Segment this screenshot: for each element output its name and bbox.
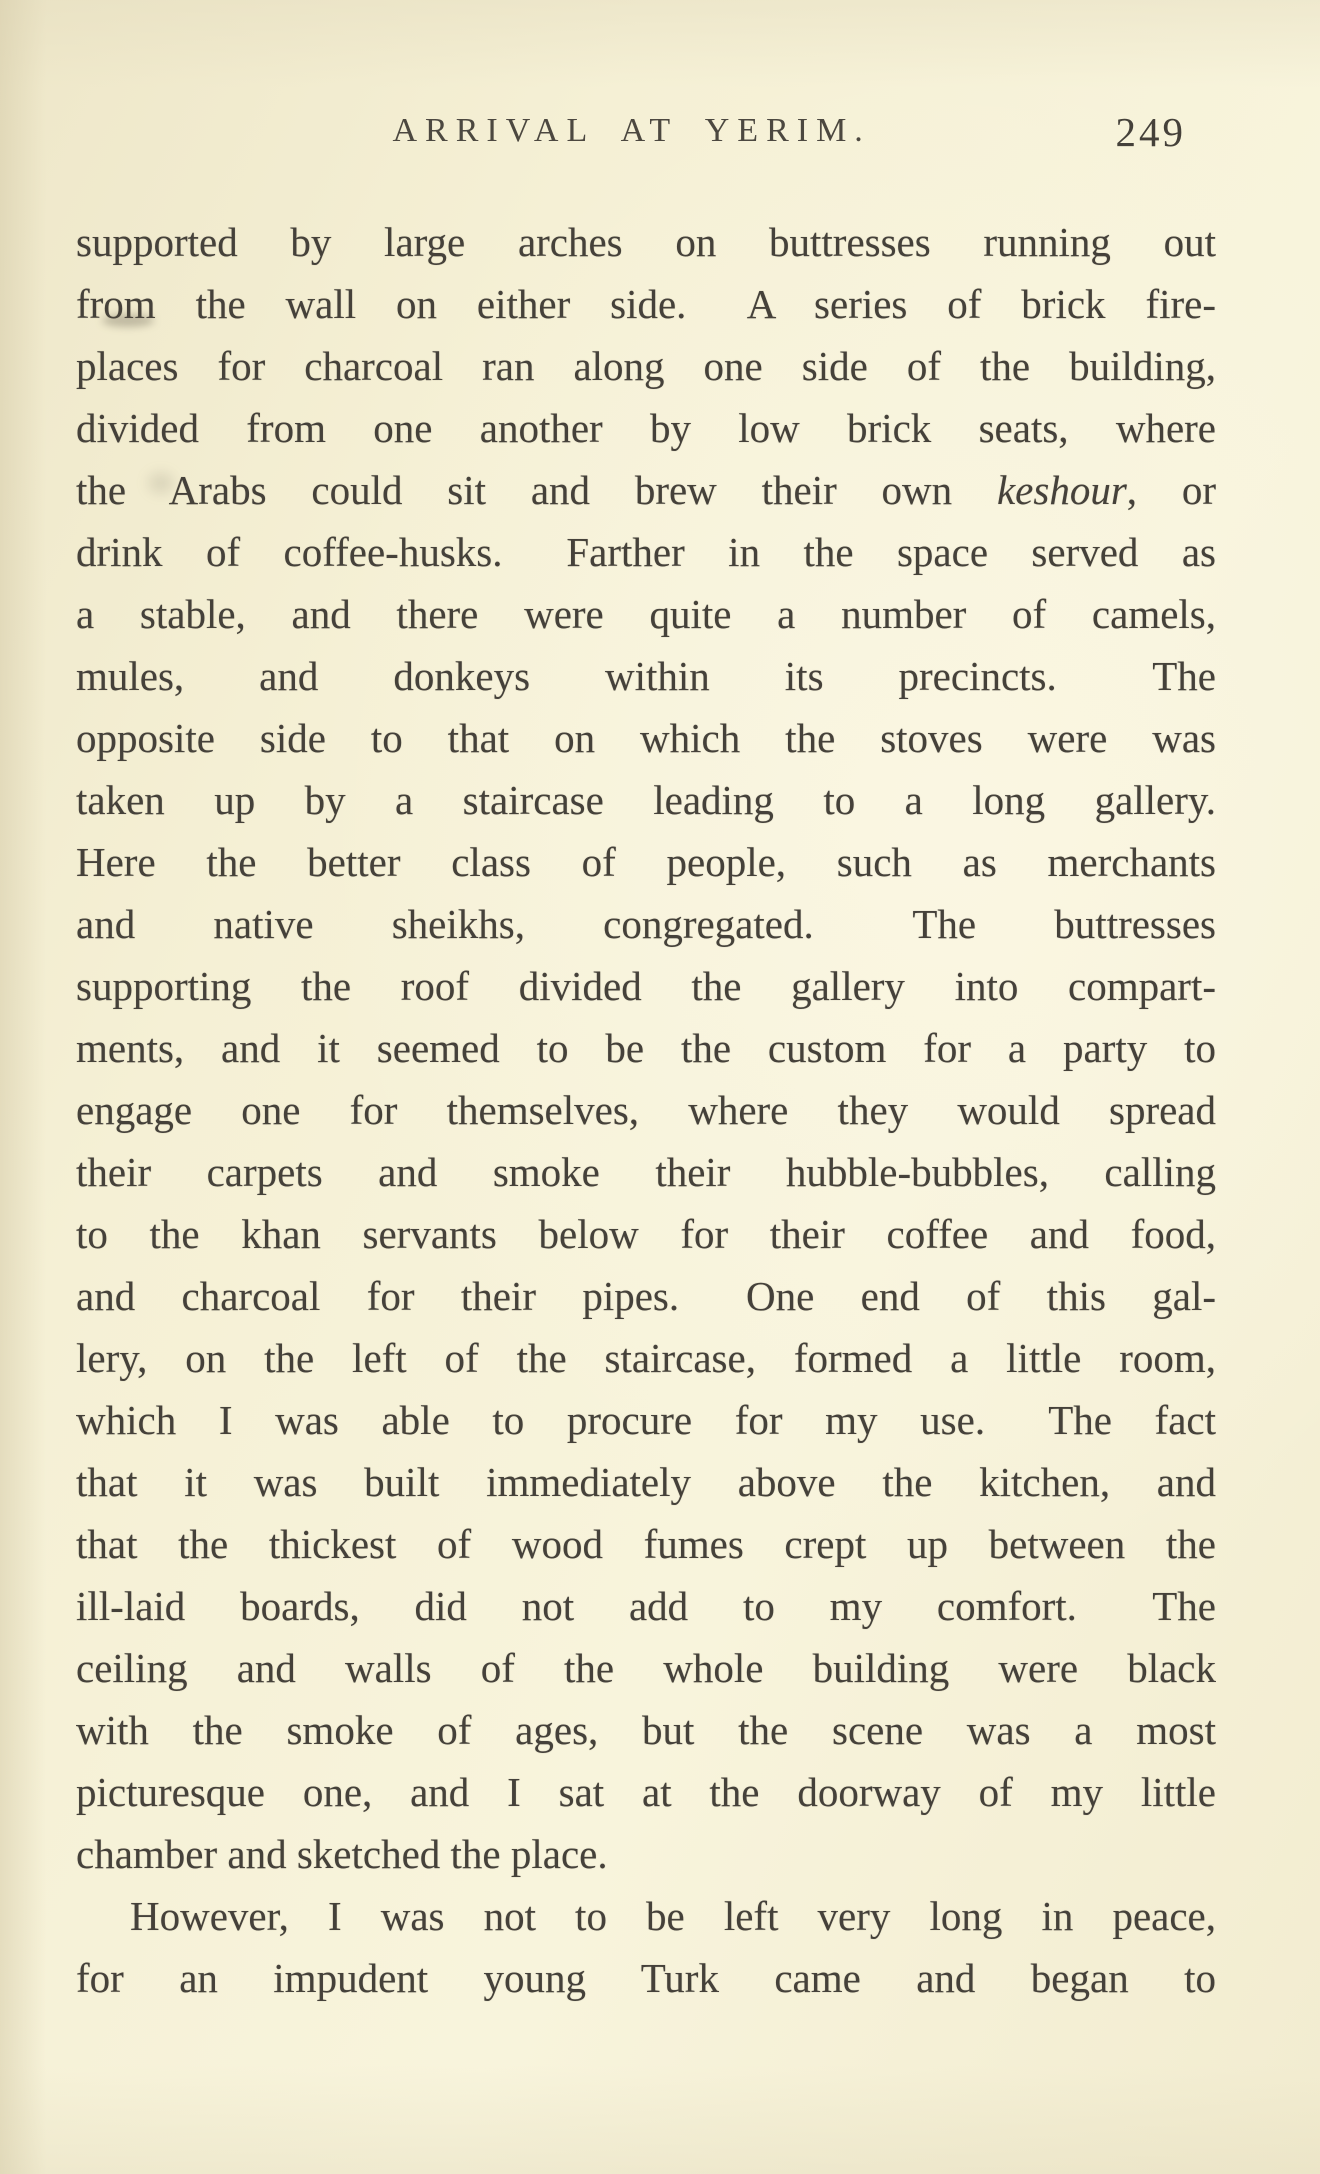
text-segment: ceiling and walls of the whole building were black xyxy=(76,1645,1216,1691)
text-line xyxy=(76,1637,1216,1699)
page-number: 249 xyxy=(1115,109,1186,155)
text-line xyxy=(76,1513,1216,1575)
text-line xyxy=(76,1327,1216,1389)
text-segment: a stable, and there were quite a number of camels, xyxy=(76,591,1216,637)
text-line xyxy=(76,1017,1216,1079)
text-segment: that the thickest of wood fumes crept up between the xyxy=(76,1521,1216,1567)
text-line xyxy=(76,1823,1216,1885)
text-segment: supported by large arches on buttresses running out xyxy=(76,219,1216,265)
text-segment: Here the better class of people, such as merchants xyxy=(76,839,1216,885)
running-header xyxy=(76,108,1216,156)
text-line xyxy=(76,831,1216,893)
text-segment: lery, on the left of the staircase, formed a little room, xyxy=(76,1335,1216,1381)
text-line xyxy=(76,273,1216,335)
text-segment: the Arabs could sit and brew their own xyxy=(76,467,997,513)
text-segment: to the khan servants below for their coffee and food, xyxy=(76,1211,1216,1257)
text-line xyxy=(76,1885,1216,1947)
text-segment: with the smoke of ages, but the scene was a most xyxy=(76,1707,1216,1753)
text-segment: from the wall on either side. A series of brick fire- xyxy=(76,281,1216,327)
text-line xyxy=(76,769,1216,831)
text-segment: picturesque one, and I sat at the doorway of my little xyxy=(76,1769,1216,1815)
text-line xyxy=(76,1389,1216,1451)
text-segment: which I was able to procure for my use. The fact xyxy=(76,1397,1216,1443)
text-segment: places for charcoal ran along one side of the building, xyxy=(76,343,1216,389)
text-segment: that it was built immediately above the kitchen, and xyxy=(76,1459,1216,1505)
text-line xyxy=(76,1079,1216,1141)
text-line xyxy=(76,1203,1216,1265)
text-segment: mules, and donkeys within its precincts. The xyxy=(76,653,1216,699)
text-segment: chamber and sketched the place. xyxy=(76,1831,608,1877)
text-segment: opposite side to that on which the stoves were was xyxy=(76,715,1216,761)
text-segment: ill-laid boards, did not add to my comfort. The xyxy=(76,1583,1216,1629)
text-line xyxy=(76,1451,1216,1513)
text-line xyxy=(76,211,1216,273)
text-segment: engage one for themselves, where they would spread xyxy=(76,1087,1216,1133)
text-segment: ments, and it seemed to be the custom for a party to xyxy=(76,1025,1216,1071)
ink-smudge xyxy=(102,314,154,327)
text-line xyxy=(76,1575,1216,1637)
paragraph xyxy=(76,1885,1216,2009)
text-segment: their carpets and smoke their hubble-bubbles, calling xyxy=(76,1149,1216,1195)
running-title: ARRIVAL AT YERIM. xyxy=(392,112,871,149)
text-line xyxy=(76,955,1216,1017)
text-segment: and native sheikhs, congregated. The buttresses xyxy=(76,901,1216,947)
text-segment: supporting the roof divided the gallery into compart- xyxy=(76,963,1216,1009)
text-segment: However, I was not to be left very long in peace, xyxy=(130,1893,1216,1939)
text-line xyxy=(76,459,1216,521)
text-line xyxy=(76,335,1216,397)
text-line xyxy=(76,1265,1216,1327)
text-line xyxy=(76,397,1216,459)
text-block xyxy=(76,211,1216,2009)
text-line xyxy=(76,521,1216,583)
ink-smudge xyxy=(148,472,174,494)
text-line xyxy=(76,1141,1216,1203)
text-line xyxy=(76,1699,1216,1761)
text-line xyxy=(76,645,1216,707)
text-segment: divided from one another by low brick seats, where xyxy=(76,405,1216,451)
text-segment: and charcoal for their pipes. One end of this gal- xyxy=(76,1273,1216,1319)
italic-word: keshour xyxy=(996,467,1127,513)
text-line xyxy=(76,583,1216,645)
text-segment: for an impudent young Turk came and began to xyxy=(76,1955,1216,2001)
text-line xyxy=(76,1947,1216,2009)
text-line xyxy=(76,1761,1216,1823)
text-segment: taken up by a staircase leading to a long gallery. xyxy=(76,777,1216,823)
paragraph xyxy=(76,211,1216,1885)
text-line xyxy=(76,893,1216,955)
text-segment: , or xyxy=(1126,467,1216,513)
text-segment: drink of coffee-husks. Farther in the space served as xyxy=(76,529,1216,575)
text-line xyxy=(76,707,1216,769)
